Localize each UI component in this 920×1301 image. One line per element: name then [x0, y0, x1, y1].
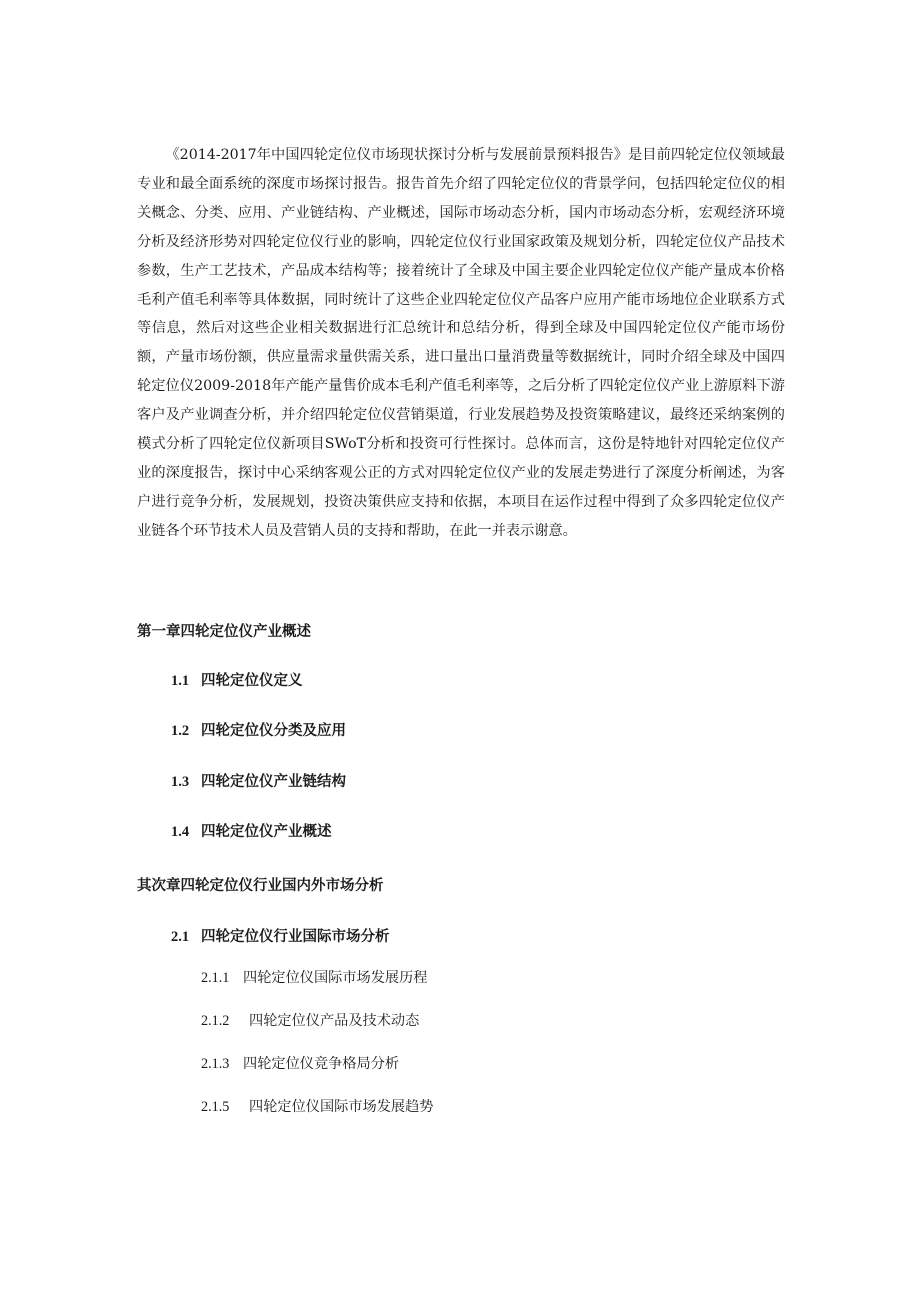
- section-1-1-heading: [171, 669, 303, 690]
- subsection-2-1-1-heading: [201, 967, 427, 987]
- chapter-2-heading: 其次章四轮定位仪行业国内外市场分析: [137, 878, 384, 894]
- section-title: 四轮定位仪产业链结构: [201, 774, 346, 790]
- subsection-title: 四轮定位仪国际市场发展趋势: [249, 1099, 434, 1115]
- section-1-2-heading: [171, 719, 346, 740]
- section-title: 四轮定位仪分类及应用: [201, 723, 346, 739]
- section-number: 1.4: [171, 824, 190, 840]
- subsection-title: 四轮定位仪国际市场发展历程: [243, 970, 428, 986]
- subsection-2-1-3-heading: [201, 1053, 399, 1073]
- subsection-number: 2.1.3: [201, 1056, 230, 1072]
- section-number: 2.1: [171, 929, 190, 945]
- subsection-number: 2.1.1: [201, 970, 230, 986]
- subsection-title: 四轮定位仪产品及技术动态: [249, 1013, 420, 1029]
- section-1-4-heading: [171, 820, 332, 841]
- subsection-2-1-5-heading: [201, 1096, 433, 1116]
- subsection-2-1-2-heading: [201, 1010, 419, 1030]
- section-2-1-heading: [171, 925, 390, 946]
- subsection-title: 四轮定位仪竞争格局分析: [243, 1056, 400, 1072]
- intro-paragraph: 《2014-2017年中国四轮定位仪市场现状探讨分析与发展前景预料报告》是目前四轮定位仪领域最专业和最全面系统的深度市场探讨报告。报告首先介绍了四轮定位仪的背景学问，包括四轮定位仪的相关概念、分类、应用、产业链结构、产业概述，国际市场动态分析，国内市场动态分析，宏观经济环境分析及经济形势对四轮定位仪行业的影响，四轮定位仪行业国家政策及规划分析，四轮定位仪产品技术参数，生产工艺技术，产品成本结构等；接着统计了全球及中国主要企业四轮定位仪产能产量成本价格毛利产值毛利率等具体数据，同时统计了这些企业四轮定位仪产品客户应用产能市场地位企业联系方式等信息，然后对这些企业相关数据进行汇总统计和总结分析，得到全球及中国四轮定位仪产能市场份额，产量市场份额，供应量需求量供需关系，进口量出口量消费量等数据统计，同时介绍全球及中国四轮定位仪2009-2018年产能产量售价成本毛利产值毛利率等，之后分析了四轮定位仪产业上游原料下游客户及产业调查分析，并介绍四轮定位仪营销渠道，行业发展趋势及投资策略建议，最终还采纳案例的模式分析了四轮定位仪新项目SWoT分析和投资可行性探讨。总体而言，这份是特地针对四轮定位仪产业的深度报告，探讨中心采纳客观公正的方式对四轮定位仪产业的发展走势进行了深度分析阐述，为客户进行竞争分析，发展规划，投资决策供应支持和依据，本项目在运作过程中得到了众多四轮定位仪产业链各个环节技术人员及营销人员的支持和帮助，在此一并表示谢意。: [137, 147, 785, 539]
- section-number: 1.1: [171, 673, 190, 689]
- section-title: 四轮定位仪定义: [201, 673, 303, 689]
- chapter-1-heading: 第一章四轮定位仪产业概述: [137, 624, 311, 640]
- section-title: 四轮定位仪产业概述: [201, 824, 332, 840]
- section-1-3-heading: [171, 770, 346, 791]
- subsection-number: 2.1.5: [201, 1099, 230, 1115]
- section-title: 四轮定位仪行业国际市场分析: [201, 929, 390, 945]
- section-number: 1.3: [171, 774, 190, 790]
- section-number: 1.2: [171, 723, 190, 739]
- subsection-number: 2.1.2: [201, 1013, 230, 1029]
